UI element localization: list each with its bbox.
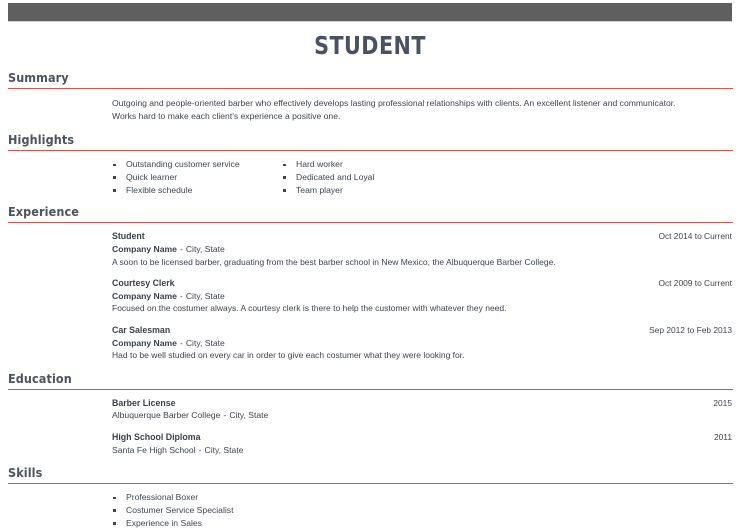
degree-title: High School Diploma xyxy=(112,431,201,442)
section-experience xyxy=(0,204,740,370)
list-item: Flexible schedule xyxy=(112,184,282,197)
degree-year: 2011 xyxy=(713,431,732,442)
section-content-summary xyxy=(0,89,740,123)
job-company-line xyxy=(112,290,732,303)
separator: - xyxy=(179,243,183,254)
section-content-skills xyxy=(0,484,740,529)
school-line xyxy=(112,444,732,457)
job-title: Courtesy Clerk xyxy=(112,278,175,289)
header-bar xyxy=(8,3,732,22)
job-company-line xyxy=(112,337,732,350)
highlights-column-1 xyxy=(112,158,282,196)
list-item: Costumer Service Specialist xyxy=(112,504,282,517)
skills-column xyxy=(112,491,282,529)
separator: - xyxy=(198,444,202,455)
degree-year: 2015 xyxy=(713,397,732,408)
section-heading-highlights: Highlights xyxy=(8,132,75,147)
section-heading-education: Education xyxy=(8,370,72,386)
section-heading-skills: Skills xyxy=(8,465,43,481)
list-item: Dedicated and Loyal xyxy=(282,171,374,184)
education-entry xyxy=(112,431,732,456)
job-date-range: Oct 2014 to Current xyxy=(658,231,732,242)
list-item: Professional Boxer xyxy=(112,491,282,504)
job-description: Had to be well studied on every car in order to give each costumer what they were looking for. xyxy=(112,350,465,361)
list-item: Hard worker xyxy=(282,158,374,171)
job-title: Car Salesman xyxy=(112,324,171,335)
section-highlights xyxy=(0,132,740,204)
page-title: STUDENT xyxy=(314,31,426,60)
section-summary xyxy=(0,70,740,132)
company-name: Company Name xyxy=(112,337,177,348)
section-skills xyxy=(0,465,740,529)
job-title: Student xyxy=(112,231,145,242)
company-location: City, State xyxy=(185,290,225,301)
degree-title: Barber License xyxy=(112,397,176,408)
company-name: Company Name xyxy=(112,290,177,301)
company-location: City, State xyxy=(185,243,225,254)
job-description: A soon to be licensed barber, graduating from the best barber school in New Mexico, the Albuquerque Barber College. xyxy=(112,256,556,267)
section-content-education xyxy=(0,390,740,456)
school-name: Santa Fe High School xyxy=(112,444,196,455)
school-name: Albuquerque Barber College xyxy=(112,410,221,421)
job-description: Focused on the costumer always. A courtesy clerk is there to help the customer with whatever they need. xyxy=(112,303,507,314)
separator: - xyxy=(223,410,227,421)
school-location: City, State xyxy=(204,444,244,455)
list-item: Experience in Sales xyxy=(112,517,282,530)
experience-entry xyxy=(112,324,732,362)
separator: - xyxy=(179,337,183,348)
education-entry xyxy=(112,397,732,422)
highlights-column-2 xyxy=(282,158,374,196)
section-heading-summary: Summary xyxy=(8,70,69,85)
section-heading-experience: Experience xyxy=(8,204,79,220)
list-item: Outstanding customer service xyxy=(112,158,282,171)
job-date-range: Oct 2009 to Current xyxy=(658,278,732,289)
resume-body xyxy=(0,70,740,530)
school-location: City, State xyxy=(229,410,269,421)
experience-entry xyxy=(112,277,732,315)
list-item: Team player xyxy=(282,184,374,197)
school-line xyxy=(112,409,732,422)
section-content-experience xyxy=(0,223,740,361)
list-item: Quick learner xyxy=(112,171,282,184)
separator: - xyxy=(179,290,183,301)
experience-entry xyxy=(112,230,732,268)
company-name: Company Name xyxy=(112,243,177,254)
job-company-line xyxy=(112,243,732,256)
summary-paragraph: Outgoing and people-oriented barber who effectively develops lasting professional relationships with clients. An excellent listener and communicator. Works hard to make each client's experience a positive one. xyxy=(112,98,676,121)
section-education xyxy=(0,371,740,465)
company-location: City, State xyxy=(185,337,225,348)
job-date-range: Sep 2012 to Feb 2013 xyxy=(649,324,732,335)
section-content-highlights xyxy=(0,151,740,196)
